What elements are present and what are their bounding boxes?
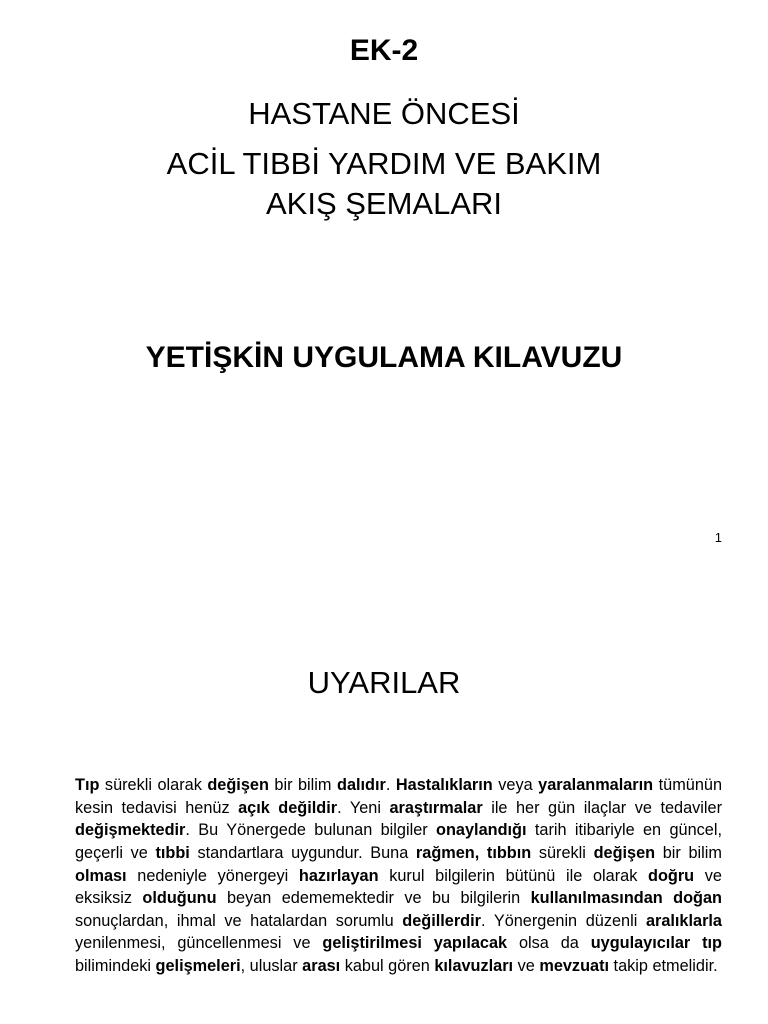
- emphasized-text: değişen: [207, 776, 269, 795]
- emphasized-text: kullanılmasından doğan: [530, 889, 722, 908]
- paragraph-text: standartlara uygundur. Buna: [189, 844, 416, 863]
- paragraph-text: sürekli: [531, 844, 594, 863]
- emphasized-text: mevzuatı: [539, 957, 610, 976]
- emphasized-text: arası: [302, 957, 341, 976]
- emphasized-text: açık değildir: [238, 798, 338, 817]
- paragraph-text: bilimindeki: [75, 957, 156, 976]
- paragraph-text: ve: [513, 957, 540, 976]
- emphasized-text: Tıp: [75, 776, 100, 795]
- document-title-line-1: HASTANE ÖNCESİ: [248, 96, 520, 131]
- emphasized-text: gelişmeleri: [155, 957, 241, 976]
- document-title-line-3: AKIŞ ŞEMALARI: [265, 186, 503, 221]
- paragraph-text: takip etmelidir.: [609, 957, 718, 976]
- paragraph-text: , uluslar: [240, 957, 303, 976]
- emphasized-text: Hastalıkların: [395, 776, 493, 795]
- emphasized-text: kılavuzları: [434, 957, 514, 976]
- paragraph-text: tümünün kesin tedavisi henüz: [75, 776, 722, 817]
- paragraph-text: . Yeni: [337, 798, 390, 817]
- paragraph-text: kurul bilgilerin bütünü ile olarak: [378, 866, 648, 885]
- paragraph-text: .: [385, 776, 396, 795]
- emphasized-text: aralıklarla: [645, 911, 722, 930]
- emphasized-text: dalıdır: [337, 776, 386, 795]
- annex-label: EK-2: [349, 34, 419, 67]
- paragraph-text: sonuçlardan, ihmal ve hatalardan sorumlu: [75, 911, 403, 930]
- emphasized-text: değişen: [593, 844, 656, 863]
- emphasized-text: olduğunu: [142, 889, 217, 908]
- emphasized-text: değişmektedir: [75, 821, 186, 840]
- emphasized-text: araştırmalar: [389, 798, 483, 817]
- page-number: 1: [714, 530, 722, 545]
- paragraph-text: beyan edememektedir ve bu bilgilerin: [216, 889, 531, 908]
- paragraph-text: veya: [492, 776, 539, 795]
- emphasized-text: geliştirilmesi yapılacak: [322, 934, 508, 953]
- warnings-paragraph: [75, 774, 722, 977]
- paragraph-text: ve eksiksiz: [75, 866, 722, 908]
- emphasized-text: yaralanmaların: [538, 776, 654, 795]
- emphasized-text: tıbbi: [155, 844, 190, 863]
- warnings-heading: UYARILAR: [307, 665, 461, 700]
- emphasized-text: onaylandığı: [436, 821, 527, 840]
- document-title-line-2: ACİL TIBBİ YARDIM VE BAKIM: [166, 146, 602, 181]
- paragraph-text: bir bilim: [268, 776, 337, 795]
- emphasized-text: uygulayıcılar tıp: [590, 934, 722, 953]
- emphasized-text: rağmen, tıbbın: [415, 844, 532, 863]
- paragraph-text: ile her gün ilaçlar ve tedaviler: [482, 798, 722, 817]
- paragraph-text: nedeniyle yönergeyi: [126, 866, 299, 885]
- paragraph-text: yenilenmesi, güncellenmesi ve: [75, 934, 323, 953]
- paragraph-text: tarih itibariyle en güncel, geçerli ve: [75, 821, 722, 863]
- emphasized-text: olması: [75, 866, 127, 885]
- emphasized-text: hazırlayan: [298, 866, 379, 885]
- paragraph-text: kabul gören: [340, 957, 435, 976]
- guide-title: YETİŞKİN UYGULAMA KILAVUZU: [145, 341, 623, 374]
- emphasized-text: doğru: [648, 866, 695, 885]
- paragraph-text: sürekli olarak: [99, 776, 208, 795]
- paragraph-text: bir bilim: [655, 844, 722, 863]
- paragraph-text: . Bu Yönergede bulunan bilgiler: [185, 821, 437, 840]
- paragraph-text: . Yönergenin düzenli: [480, 911, 646, 930]
- emphasized-text: değillerdir: [402, 911, 481, 930]
- paragraph-text: olsa da: [507, 934, 591, 953]
